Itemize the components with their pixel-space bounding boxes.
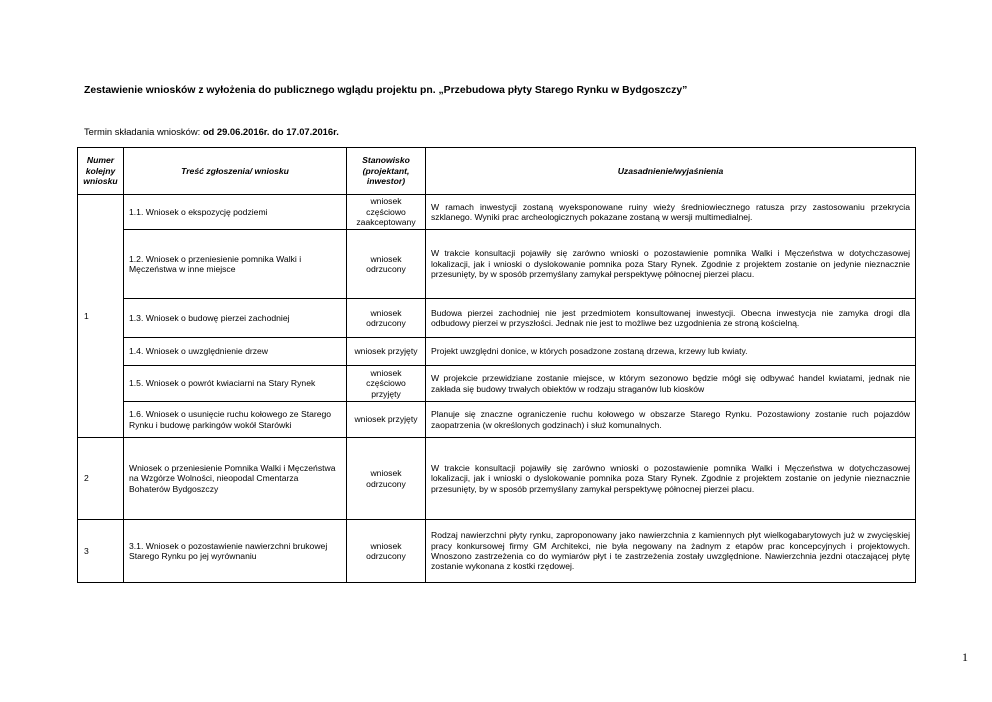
header-content: Treść zgłoszenia/ wniosku xyxy=(124,148,347,195)
header-position: Stanowisko (projektant, inwestor) xyxy=(347,148,426,195)
request-content: 1.6. Wniosek o usunięcie ruchu kołowego ze Starego Rynku i budowę parkingów wokół Starówki xyxy=(124,402,347,438)
request-justification: Planuje się znaczne ograniczenie ruchu kołowego w obszarze Starego Rynku. Pozostawiony zostanie ruch pojazdów zaopatrzenia (w określonych godzinach) i służ komunalnych. xyxy=(426,402,916,438)
request-justification: W trakcie konsultacji pojawiły się zarówno wnioski o pozostawienie pomnika Walki i Męczeństwa w dotychczasowej lokalizacji, jak i wnioski o dyslokowanie pomnika poza Stary Rynek. Zgodnie z projektem zostanie on jedynie nieznacznie przesunięty, by w sposób przemyślany zamykał perspektywę północnej pierzei placu. xyxy=(426,438,916,520)
request-position: wniosek częściowo przyjęty xyxy=(347,366,426,402)
request-content: 1.3. Wniosek o budowę pierzei zachodniej xyxy=(124,299,347,338)
request-justification: W projekcie przewidziane zostanie miejsce, w którym sezonowo będzie mógł się odbywać handel kwiatami, jednak nie zakłada się budowy trwałych obiektów w rodzaju straganów lub kiosków xyxy=(426,366,916,402)
deadline-value: od 29.06.2016r. do 17.07.2016r. xyxy=(202,126,339,137)
request-justification: W ramach inwestycji zostaną wyeksponowane ruiny wieży średniowiecznego ratusza przy zastosowaniu przekrycia szklanego. Wyniki prac archeologicznych pokazane zostaną w wersji multimedialnej. xyxy=(426,195,916,230)
request-content: 1.2. Wniosek o przeniesienie pomnika Walki i Męczeństwa w inne miejsce xyxy=(124,230,347,299)
request-content: 1.1. Wniosek o ekspozycję podziemi xyxy=(124,195,347,230)
request-number: 2 xyxy=(78,438,124,520)
request-number: 1 xyxy=(78,195,124,438)
document-title: Zestawienie wniosków z wyłożenia do publicznego wglądu projektu pn. „Przebudowa płyty Starego Rynku w Bydgoszczy” xyxy=(84,85,688,96)
requests-table xyxy=(77,147,916,583)
table-row xyxy=(78,230,916,299)
request-content: 1.4. Wniosek o uwzględnienie drzew xyxy=(124,338,347,366)
table-row xyxy=(78,438,916,520)
request-justification: Budowa pierzei zachodniej nie jest przedmiotem konsultowanej inwestycji. Obecna inwestycja nie zamyka drogi dla odbudowy pierzei w przyszłości. Jednak nie jest to możliwe bez uzgodnienia ze stroną kościelną. xyxy=(426,299,916,338)
table-row xyxy=(78,520,916,583)
header-justification: Uzasadnienie/wyjaśnienia xyxy=(426,148,916,195)
request-position: wniosek odrzucony xyxy=(347,299,426,338)
request-content: 3.1. Wniosek o pozostawienie nawierzchni brukowej Starego Rynku po jej wyrównaniu xyxy=(124,520,347,583)
table-header-row xyxy=(78,148,916,195)
table-row xyxy=(78,366,916,402)
request-content: Wniosek o przeniesienie Pomnika Walki i Męczeństwa na Wzgórze Wolności, nieopodal Cmentarza Bohaterów Bydgoszczy xyxy=(124,438,347,520)
request-position: wniosek częściowo zaakceptowany xyxy=(347,195,426,230)
request-position: wniosek przyjęty xyxy=(347,338,426,366)
table-row xyxy=(78,402,916,438)
request-justification: Rodzaj nawierzchni płyty rynku, zaproponowany jako nawierzchnia z kamiennych płyt wielkogabarytowych już w zwycięskiej pracy konkursowej firmy GM Architekci, nie była negowany na żadnym z etapów prac koncepcyjnych i projektowych. Wnoszono zastrzeżenia co do wymiarów płyt i te zastrzeżenia zostały uwzględnione. Nawierzchnia jezdni otaczającej płytę zostanie wykonana z kostki rzędowej. xyxy=(426,520,916,583)
request-position: wniosek przyjęty xyxy=(347,402,426,438)
table-row xyxy=(78,195,916,230)
request-position: wniosek odrzucony xyxy=(347,230,426,299)
deadline-label: Termin składania wniosków: xyxy=(84,126,203,137)
request-position: wniosek odrzucony xyxy=(347,520,426,583)
header-number: Numer kolejny wniosku xyxy=(78,148,124,195)
request-content: 1.5. Wniosek o powrót kwiaciarni na Stary Rynek xyxy=(124,366,347,402)
submission-deadline xyxy=(84,126,339,137)
page-number: 1 xyxy=(962,650,968,664)
request-position: wniosek odrzucony xyxy=(347,438,426,520)
request-justification: Projekt uwzględni donice, w których posadzone zostaną drzewa, krzewy lub kwiaty. xyxy=(426,338,916,366)
request-justification: W trakcie konsultacji pojawiły się zarówno wnioski o pozostawienie pomnika Walki i Męczeństwa w dotychczasowej lokalizacji, jak i wnioski o dyslokowanie pomnika poza Stary Rynek. Zgodnie z projektem zostanie on jedynie nieznacznie przesunięty, by w sposób przemyślany zamykał perspektywę północnej pierzei placu. xyxy=(426,230,916,299)
request-number: 3 xyxy=(78,520,124,583)
table-row xyxy=(78,299,916,338)
table-row xyxy=(78,338,916,366)
